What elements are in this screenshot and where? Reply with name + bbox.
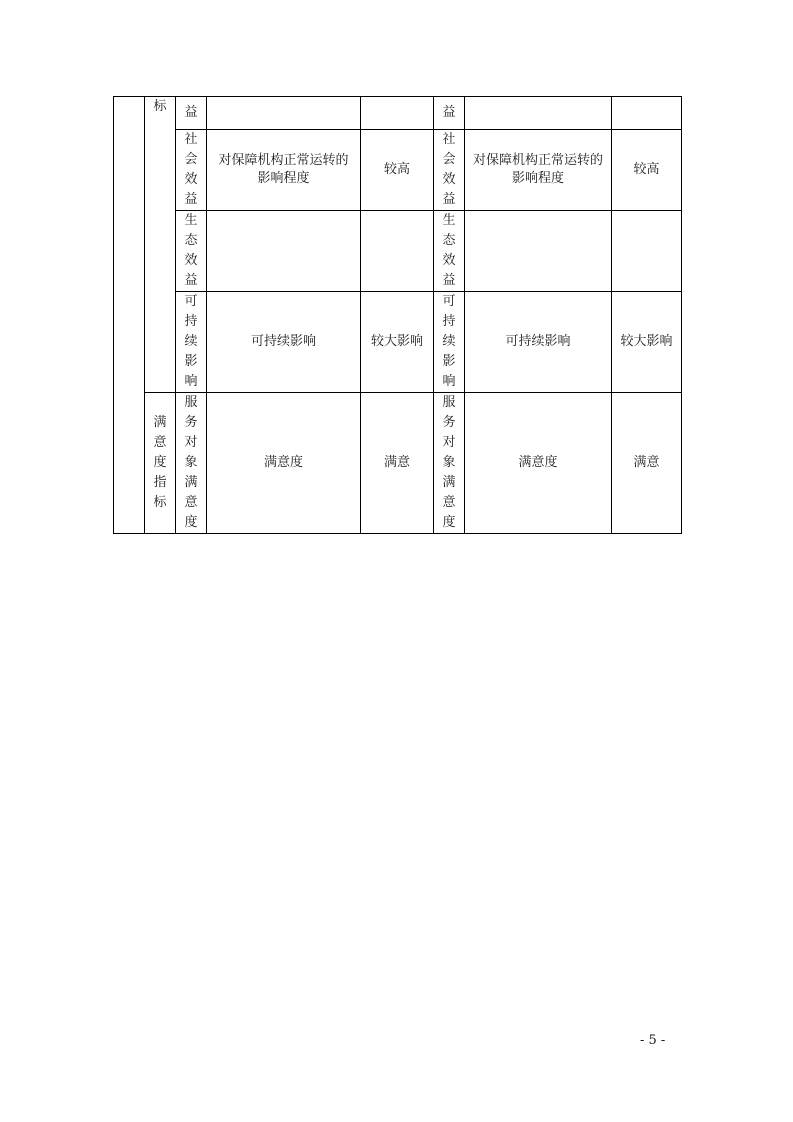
level2-label: 标 — [153, 99, 167, 114]
right-indicator-label: 社 会 效 益 — [442, 132, 456, 207]
left-value-text: 较高 — [383, 162, 410, 177]
page-number: - 5 - — [640, 1033, 666, 1048]
left-content-cell — [207, 211, 361, 292]
right-value-cell — [612, 211, 682, 292]
left-indicator-cell — [176, 130, 207, 211]
left-indicator-cell — [176, 211, 207, 292]
left-indicator-label: 可 持 续 影 响 — [184, 294, 198, 389]
right-indicator-cell — [434, 211, 465, 292]
left-indicator-label: 社 会 效 益 — [184, 132, 198, 207]
left-content-cell — [207, 292, 361, 393]
right-indicator-label: 生 态 效 益 — [442, 213, 456, 288]
right-content-cell — [465, 211, 612, 292]
right-value-text: 较高 — [633, 162, 660, 177]
right-value-cell — [612, 97, 682, 130]
left-indicator-cell — [176, 292, 207, 393]
right-indicator-cell — [434, 292, 465, 393]
level2-label: 满 意 度 指 标 — [153, 415, 167, 510]
right-indicator-label: 服 务 对 象 满 意 度 — [442, 395, 456, 530]
left-indicator-label: 生 态 效 益 — [184, 213, 198, 288]
right-indicator-cell — [434, 130, 465, 211]
right-content-text: 对保障机构正常运转的影响程度 — [472, 153, 603, 186]
left-indicator-label: 服 务 对 象 满 意 度 — [184, 395, 198, 530]
left-content-cell — [207, 393, 361, 534]
right-content-cell — [465, 97, 612, 130]
right-content-text: 可持续影响 — [505, 334, 571, 349]
left-value-cell — [361, 97, 434, 130]
right-value-text: 满意 — [633, 455, 660, 470]
right-content-text: 满意度 — [518, 455, 558, 470]
right-indicator-cell — [434, 97, 465, 130]
left-value-cell — [361, 130, 434, 211]
left-content-text: 对保障机构正常运转的影响程度 — [218, 153, 349, 186]
left-value-text: 满意 — [383, 455, 410, 470]
right-indicator-label: 益 — [442, 105, 456, 120]
level1-category-cell — [114, 97, 145, 534]
left-content-cell — [207, 97, 361, 130]
right-value-cell — [612, 393, 682, 534]
right-value-cell — [612, 292, 682, 393]
right-content-cell — [465, 292, 612, 393]
left-content-text: 满意度 — [263, 455, 303, 470]
left-value-cell — [361, 292, 434, 393]
right-indicator-cell — [434, 393, 465, 534]
left-indicator-label: 益 — [184, 105, 198, 120]
right-value-cell — [612, 130, 682, 211]
left-content-text: 可持续影响 — [250, 334, 316, 349]
left-value-text: 较大影响 — [370, 334, 423, 349]
level2-effect-indicator-cell — [145, 97, 176, 393]
right-indicator-label: 可 持 续 影 响 — [442, 294, 456, 389]
right-value-text: 较大影响 — [620, 334, 673, 349]
left-indicator-cell — [176, 97, 207, 130]
left-content-cell — [207, 130, 361, 211]
right-content-cell — [465, 393, 612, 534]
level2-satisfaction-indicator-cell — [145, 393, 176, 534]
left-value-cell — [361, 393, 434, 534]
left-value-cell — [361, 211, 434, 292]
performance-indicator-table — [113, 96, 682, 534]
right-content-cell — [465, 130, 612, 211]
left-indicator-cell — [176, 393, 207, 534]
